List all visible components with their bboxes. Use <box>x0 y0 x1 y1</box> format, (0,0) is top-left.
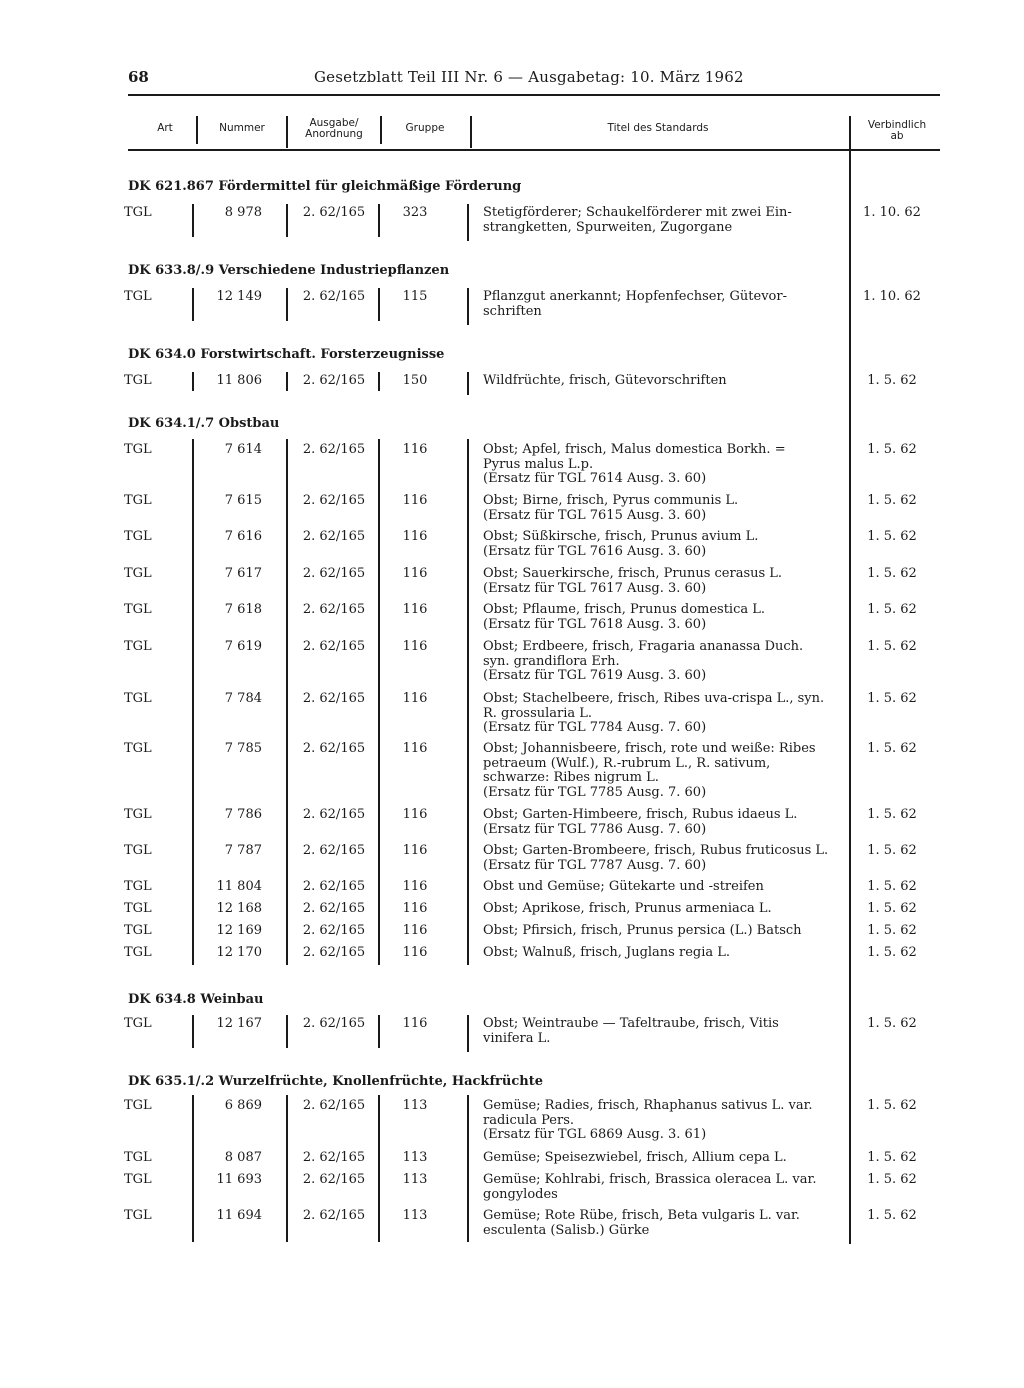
group-code: 116 <box>402 923 428 938</box>
effective-date: 1. 5. 62 <box>867 1208 917 1223</box>
section-heading: DK 634.1/.7 Obstbau <box>128 416 280 431</box>
header-gruppe: Gruppe <box>405 122 445 134</box>
issue-order: 2. 62/165 <box>302 205 366 220</box>
standard-type: TGL <box>124 879 152 894</box>
standard-type: TGL <box>124 691 152 706</box>
group-code: 113 <box>402 1172 428 1187</box>
section-heading: DK 634.0 Forstwirtschaft. Forsterzeugnisse <box>128 347 445 362</box>
standard-type: TGL <box>124 289 152 304</box>
standard-title <box>483 530 843 559</box>
effective-date: 1. 5. 62 <box>867 529 917 544</box>
standard-title <box>483 1173 843 1202</box>
effective-date: 1. 5. 62 <box>867 639 917 654</box>
effective-date: 1. 5. 62 <box>867 923 917 938</box>
group-code: 116 <box>402 529 428 544</box>
group-code: 116 <box>402 1016 428 1031</box>
standard-number: 12 149 <box>216 289 262 304</box>
standard-title-line: Obst; Aprikose, frisch, Prunus armeniaca L. <box>483 901 772 916</box>
section-heading: DK 634.8 Weinbau <box>128 992 264 1007</box>
header-column-separator <box>286 116 288 148</box>
group-code: 116 <box>402 493 428 508</box>
effective-date: 1. 5. 62 <box>867 1150 917 1165</box>
standard-title-line: Obst; Pfirsich, frisch, Prunus persica (L.) Batsch <box>483 923 802 938</box>
standard-title <box>483 880 843 895</box>
standard-title <box>483 1151 843 1166</box>
standard-number: 7 615 <box>224 493 262 508</box>
column-separator <box>192 204 194 237</box>
header-ausgabe-line2: Anordnung <box>305 128 363 140</box>
column-separator <box>378 372 380 391</box>
standard-title-line: R. grossularia L. <box>483 705 593 721</box>
header-ausgabe-line1: Ausgabe/ <box>309 117 359 129</box>
effective-date: 1. 5. 62 <box>867 879 917 894</box>
header-column-separator <box>470 116 472 148</box>
standard-title-line: vinifera L. <box>483 1030 551 1046</box>
standard-title-line: Obst; Birne, frisch, Pyrus communis L. <box>483 493 739 508</box>
group-code: 116 <box>402 602 428 617</box>
standard-title-line: Obst; Walnuß, frisch, Juglans regia L. <box>483 945 731 960</box>
standard-type: TGL <box>124 843 152 858</box>
group-code: 115 <box>402 289 428 304</box>
page-number: 68 <box>128 68 149 86</box>
standard-type: TGL <box>124 639 152 654</box>
standard-title-line: Obst; Weintraube — Tafeltraube, frisch, Vitis <box>483 1016 779 1031</box>
standard-type: TGL <box>124 741 152 756</box>
standard-number: 11 806 <box>216 373 262 388</box>
standard-type: TGL <box>124 807 152 822</box>
standard-number: 11 804 <box>216 879 262 894</box>
page-header <box>128 68 940 92</box>
issue-order: 2. 62/165 <box>302 1098 366 1113</box>
standard-title-line: (Ersatz für TGL 6869 Ausg. 3. 61) <box>483 1127 707 1142</box>
standard-title <box>483 603 843 632</box>
issue-order: 2. 62/165 <box>302 901 366 916</box>
standard-number: 8 978 <box>224 205 262 220</box>
effective-date: 1. 5. 62 <box>867 442 917 457</box>
standard-title-line: (Ersatz für TGL 7617 Ausg. 3. 60) <box>483 580 707 596</box>
standard-title <box>483 1209 843 1238</box>
standard-number: 7 618 <box>224 602 262 617</box>
standard-title <box>483 924 843 939</box>
column-separator <box>467 1095 469 1242</box>
header-column-separator <box>380 116 382 144</box>
standard-title-line: Gemüse; Speisezwiebel, frisch, Allium cepa L. <box>483 1150 787 1165</box>
group-code: 113 <box>402 1098 428 1113</box>
standard-number: 7 614 <box>224 442 262 457</box>
effective-date: 1. 5. 62 <box>867 691 917 706</box>
effective-date: 1. 5. 62 <box>867 493 917 508</box>
effective-date: 1. 5. 62 <box>867 1098 917 1113</box>
standard-title-line: Gemüse; Kohlrabi, frisch, Brassica oleracea L. var. <box>483 1172 817 1187</box>
column-separator <box>467 372 469 395</box>
standard-title <box>483 494 843 523</box>
standard-title-line: (Ersatz für TGL 7785 Ausg. 7. 60) <box>483 784 707 800</box>
header-verbindlich-line2: ab <box>890 130 904 142</box>
standard-title <box>483 374 843 389</box>
standard-type: TGL <box>124 373 152 388</box>
issue-order: 2. 62/165 <box>302 691 366 706</box>
column-separator <box>286 1015 288 1048</box>
issue-order: 2. 62/165 <box>302 493 366 508</box>
column-separator <box>378 288 380 321</box>
column-separator <box>378 1095 380 1242</box>
issue-order: 2. 62/165 <box>302 566 366 581</box>
effective-date: 1. 10. 62 <box>863 205 921 220</box>
standard-title <box>483 206 843 235</box>
standard-title-line: (Ersatz für TGL 7614 Ausg. 3. 60) <box>483 471 707 486</box>
standard-number: 12 170 <box>216 945 262 960</box>
group-code: 116 <box>402 741 428 756</box>
standard-number: 8 087 <box>224 1150 262 1165</box>
issue-order: 2. 62/165 <box>302 741 366 756</box>
issue-order: 2. 62/165 <box>302 529 366 544</box>
standard-title-line: Wildfrüchte, frisch, Gütevorschriften <box>483 373 727 388</box>
header-art: Art <box>157 122 173 134</box>
column-separator <box>192 372 194 391</box>
standard-title-line: Pflanzgut anerkannt; Hopfenfechser, Gütevor- <box>483 289 787 304</box>
standard-title-line: (Ersatz für TGL 7615 Ausg. 3. 60) <box>483 507 707 523</box>
standard-type: TGL <box>124 1150 152 1165</box>
standard-title-line: Obst; Sauerkirsche, frisch, Prunus cerasus L. <box>483 566 783 581</box>
standard-type: TGL <box>124 1172 152 1187</box>
standard-title <box>483 742 843 800</box>
issue-order: 2. 62/165 <box>302 1172 366 1187</box>
standard-title-line: (Ersatz für TGL 7786 Ausg. 7. 60) <box>483 821 707 837</box>
standard-type: TGL <box>124 566 152 581</box>
effective-date: 1. 5. 62 <box>867 843 917 858</box>
standard-number: 7 787 <box>224 843 262 858</box>
standard-number: 6 869 <box>224 1098 262 1113</box>
column-separator <box>378 204 380 237</box>
effective-date: 1. 5. 62 <box>867 1172 917 1187</box>
effective-date: 1. 5. 62 <box>867 1016 917 1031</box>
standard-title-line: Obst; Erdbeere, frisch, Fragaria ananassa Duch. <box>483 639 804 654</box>
section-heading: DK 633.8/.9 Verschiedene Industriepflanzen <box>128 263 450 278</box>
issue-order: 2. 62/165 <box>302 945 366 960</box>
standard-title <box>483 640 843 684</box>
standard-type: TGL <box>124 901 152 916</box>
standard-number: 12 168 <box>216 901 262 916</box>
column-separator <box>192 288 194 321</box>
issue-order: 2. 62/165 <box>302 373 366 388</box>
standard-type: TGL <box>124 923 152 938</box>
section-heading: DK 621.867 Fördermittel für gleichmäßige Förderung <box>128 179 522 194</box>
standard-title-line: (Ersatz für TGL 7787 Ausg. 7. 60) <box>483 857 707 873</box>
standard-number: 7 784 <box>224 691 262 706</box>
standard-title-line: Obst; Garten-Brombeere, frisch, Rubus fruticosus L. <box>483 843 829 858</box>
column-separator <box>467 1015 469 1052</box>
issue-order: 2. 62/165 <box>302 923 366 938</box>
issue-order: 2. 62/165 <box>302 1208 366 1223</box>
group-code: 116 <box>402 566 428 581</box>
standard-title-line: (Ersatz für TGL 7784 Ausg. 7. 60) <box>483 720 707 735</box>
standard-type: TGL <box>124 602 152 617</box>
group-code: 116 <box>402 639 428 654</box>
column-separator <box>467 204 469 241</box>
standard-title-line: strangketten, Spurweiten, Zugorgane <box>483 219 733 235</box>
standard-title <box>483 567 843 596</box>
issue-order: 2. 62/165 <box>302 879 366 894</box>
standard-title-line: Obst; Apfel, frisch, Malus domestica Borkh. = <box>483 442 786 457</box>
standard-number: 7 786 <box>224 807 262 822</box>
group-code: 323 <box>402 205 428 220</box>
standard-title-line: Obst und Gemüse; Gütekarte und -streifen <box>483 879 764 894</box>
standard-title-line: gongylodes <box>483 1186 558 1202</box>
standard-type: TGL <box>124 1098 152 1113</box>
standard-title <box>483 1099 843 1143</box>
issue-order: 2. 62/165 <box>302 843 366 858</box>
standard-title <box>483 692 843 736</box>
standard-title-line: radicula Pers. <box>483 1112 575 1128</box>
standard-title <box>483 1017 843 1046</box>
group-code: 116 <box>402 807 428 822</box>
group-code: 116 <box>402 945 428 960</box>
standard-type: TGL <box>124 529 152 544</box>
header-nummer: Nummer <box>219 122 265 134</box>
standard-title <box>483 443 843 487</box>
standard-title <box>483 290 843 319</box>
header-ausgabe <box>288 118 380 140</box>
group-code: 116 <box>402 879 428 894</box>
right-column-rule <box>849 116 851 1244</box>
standard-number: 7 785 <box>224 741 262 756</box>
standard-type: TGL <box>124 1016 152 1031</box>
column-separator <box>286 204 288 237</box>
standard-type: TGL <box>124 442 152 457</box>
standard-number: 7 619 <box>224 639 262 654</box>
header-verbindlich-line1: Verbindlich <box>867 119 927 131</box>
effective-date: 1. 5. 62 <box>867 373 917 388</box>
effective-date: 1. 10. 62 <box>863 289 921 304</box>
issue-order: 2. 62/165 <box>302 807 366 822</box>
group-code: 113 <box>402 1150 428 1165</box>
column-separator <box>192 1095 194 1242</box>
standard-title-line: Obst; Johannisbeere, frisch, rote und weiße: Ribes <box>483 741 816 756</box>
standard-title-line: Stetigförderer; Schaukelförderer mit zwei Ein- <box>483 205 792 220</box>
standard-title-line: schriften <box>483 303 542 319</box>
standard-title <box>483 808 843 837</box>
standard-title-line: Pyrus malus L.p. <box>483 456 594 472</box>
standard-number: 11 693 <box>216 1172 262 1187</box>
column-separator <box>286 372 288 391</box>
issue-order: 2. 62/165 <box>302 1150 366 1165</box>
standard-title-line: (Ersatz für TGL 7618 Ausg. 3. 60) <box>483 616 707 632</box>
effective-date: 1. 5. 62 <box>867 945 917 960</box>
group-code: 116 <box>402 442 428 457</box>
group-code: 116 <box>402 843 428 858</box>
column-separator <box>192 439 194 965</box>
effective-date: 1. 5. 62 <box>867 741 917 756</box>
standard-type: TGL <box>124 205 152 220</box>
standard-title <box>483 902 843 917</box>
standard-number: 12 169 <box>216 923 262 938</box>
column-separator <box>378 439 380 965</box>
standard-type: TGL <box>124 493 152 508</box>
column-separator <box>378 1015 380 1048</box>
standard-type: TGL <box>124 1208 152 1223</box>
standard-title <box>483 844 843 873</box>
section-heading: DK 635.1/.2 Wurzelfrüchte, Knollenfrüchte, Hackfrüchte <box>128 1074 543 1089</box>
column-separator <box>467 288 469 325</box>
group-code: 150 <box>402 373 428 388</box>
standard-title-line: Obst; Pflaume, frisch, Prunus domestica L. <box>483 602 766 617</box>
effective-date: 1. 5. 62 <box>867 807 917 822</box>
standard-title-line: Gemüse; Radies, frisch, Rhaphanus sativus L. var. <box>483 1098 813 1113</box>
standard-number: 11 694 <box>216 1208 262 1223</box>
standard-title-line: esculenta (Salisb.) Gürke <box>483 1222 650 1238</box>
standard-title-line: Obst; Süßkirsche, frisch, Prunus avium L. <box>483 529 759 544</box>
standard-title-line: syn. grandiflora Erh. <box>483 653 620 669</box>
standard-number: 7 616 <box>224 529 262 544</box>
header-column-separator <box>196 116 198 144</box>
standard-title-line: petraeum (Wulf.), R.-rubrum L., R. sativum, <box>483 755 771 771</box>
standard-type: TGL <box>124 945 152 960</box>
effective-date: 1. 5. 62 <box>867 602 917 617</box>
issue-order: 2. 62/165 <box>302 442 366 457</box>
standard-title-line: Obst; Stachelbeere, frisch, Ribes uva-crispa L., syn. <box>483 691 825 706</box>
running-title: Gesetzblatt Teil III Nr. 6 — Ausgabetag: 10. März 1962 <box>314 68 744 86</box>
column-separator <box>192 1015 194 1048</box>
issue-order: 2. 62/165 <box>302 602 366 617</box>
issue-order: 2. 62/165 <box>302 639 366 654</box>
standard-title-line: schwarze: Ribes nigrum L. <box>483 770 659 785</box>
issue-order: 2. 62/165 <box>302 289 366 304</box>
standard-title-line: Obst; Garten-Himbeere, frisch, Rubus idaeus L. <box>483 807 798 822</box>
group-code: 113 <box>402 1208 428 1223</box>
header-rule <box>128 94 940 96</box>
standard-number: 7 617 <box>224 566 262 581</box>
column-separator <box>286 439 288 965</box>
standard-title-line: Gemüse; Rote Rübe, frisch, Beta vulgaris L. var. <box>483 1208 800 1223</box>
standard-number: 12 167 <box>216 1016 262 1031</box>
column-separator <box>467 439 469 965</box>
group-code: 116 <box>402 901 428 916</box>
effective-date: 1. 5. 62 <box>867 566 917 581</box>
standard-title <box>483 946 843 961</box>
issue-order: 2. 62/165 <box>302 1016 366 1031</box>
header-bottom-rule <box>128 149 940 151</box>
header-titel: Titel des Standards <box>607 122 709 134</box>
header-verbindlich <box>852 120 942 142</box>
group-code: 116 <box>402 691 428 706</box>
column-separator <box>286 1095 288 1242</box>
standard-title-line: (Ersatz für TGL 7616 Ausg. 3. 60) <box>483 543 707 559</box>
standard-title-line: (Ersatz für TGL 7619 Ausg. 3. 60) <box>483 668 707 683</box>
column-separator <box>286 288 288 321</box>
effective-date: 1. 5. 62 <box>867 901 917 916</box>
